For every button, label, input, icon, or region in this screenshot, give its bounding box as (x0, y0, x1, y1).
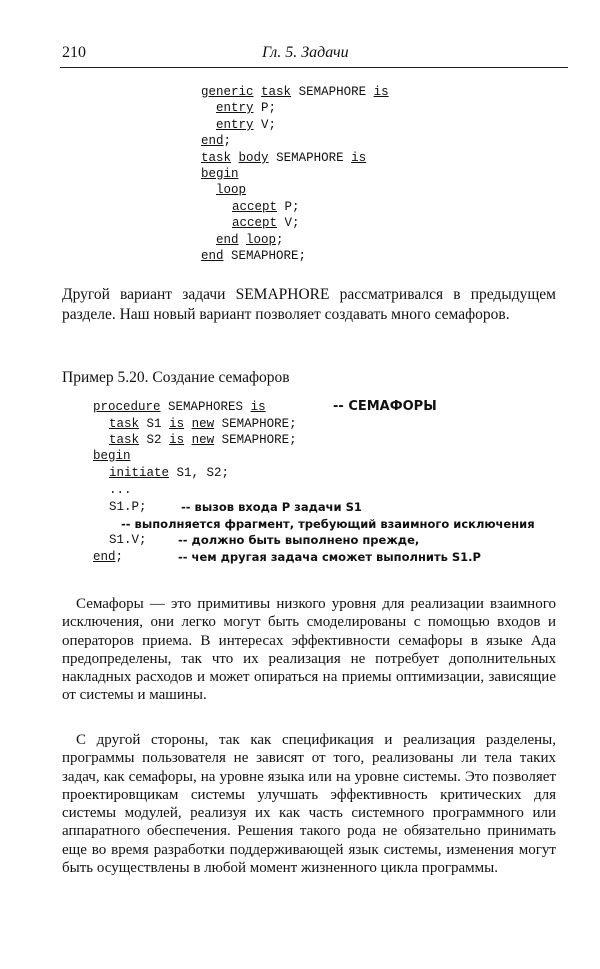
code-line: entry P; (216, 101, 277, 115)
code-comment: -- чем другая задача сможет выполнить S1.P (178, 550, 481, 564)
running-title: Гл. 5. Задачи (262, 44, 349, 61)
example-caption: Пример 5.20. Создание семафоров (62, 369, 290, 386)
code-line: end; (201, 134, 232, 148)
code-line: procedure SEMAPHORES is (93, 400, 266, 414)
code-comment: -- выполняется фрагмент, требующий взаимного исключения (121, 517, 535, 531)
code-line: task body SEMAPHORE is (201, 151, 367, 165)
page-number: 210 (62, 44, 86, 61)
body-paragraph-2: С другой стороны, так как спецификация и реализация разделены, программы пользователя не зависят от того, реализованы ли тела таких задач, как семафоры, на уровне языка или на уровне системы. Это позволяет проектировщикам системы улучшать эффективность критических для системы модулей, реализуя их как часть системного программного или аппаратного обеспечения. Решения такого рода не обязательно принимать еще во время разработки поддерживающей язык системы, изменения могут быть осуществлены в любой момент жизненного цикла программы. (62, 732, 556, 877)
code-line: end; (93, 550, 124, 564)
code-line: entry V; (216, 118, 277, 132)
body-paragraph-1: Семафоры — это примитивы низкого уровня для реализации взаимного исключения, они легко могут быть смоделированы с помощью входов и операторов приема. В интересах эффективности семафоры в языке Ада предопределены, так что их реализация не потребует дополнительных накладных расходов и может опираться на приемы оптимизации, зависящие от системы и машины. (62, 596, 556, 704)
code-line: begin (93, 449, 131, 463)
code-line: begin (201, 167, 239, 181)
code-line: accept V; (232, 216, 300, 230)
code-line: S1.V; (109, 533, 147, 547)
code-line: loop (216, 183, 247, 197)
code-line: end loop; (216, 233, 284, 247)
code-line: ... (109, 483, 132, 497)
code-line: S1.P; (109, 500, 147, 514)
code-comment: -- вызов входа P задачи S1 (181, 500, 362, 514)
code-line: end SEMAPHORE; (201, 249, 307, 263)
code-line: generic task SEMAPHORE is (201, 85, 389, 99)
code-comment: -- должно быть выполнено прежде, (178, 533, 420, 547)
code-line: initiate S1, S2; (109, 466, 230, 480)
lead-paragraph: Другой вариант задачи SEMAPHORE рассматривался в предыдущем разделе. Наш новый вариант позволяет создавать много семафоров. (62, 286, 556, 323)
code-line: task S1 is new SEMAPHORE; (109, 417, 297, 431)
header-rule (60, 67, 568, 68)
code-line: task S2 is new SEMAPHORE; (109, 433, 297, 447)
code-line: accept P; (232, 200, 300, 214)
code-comment: -- СЕМАФОРЫ (333, 399, 437, 414)
